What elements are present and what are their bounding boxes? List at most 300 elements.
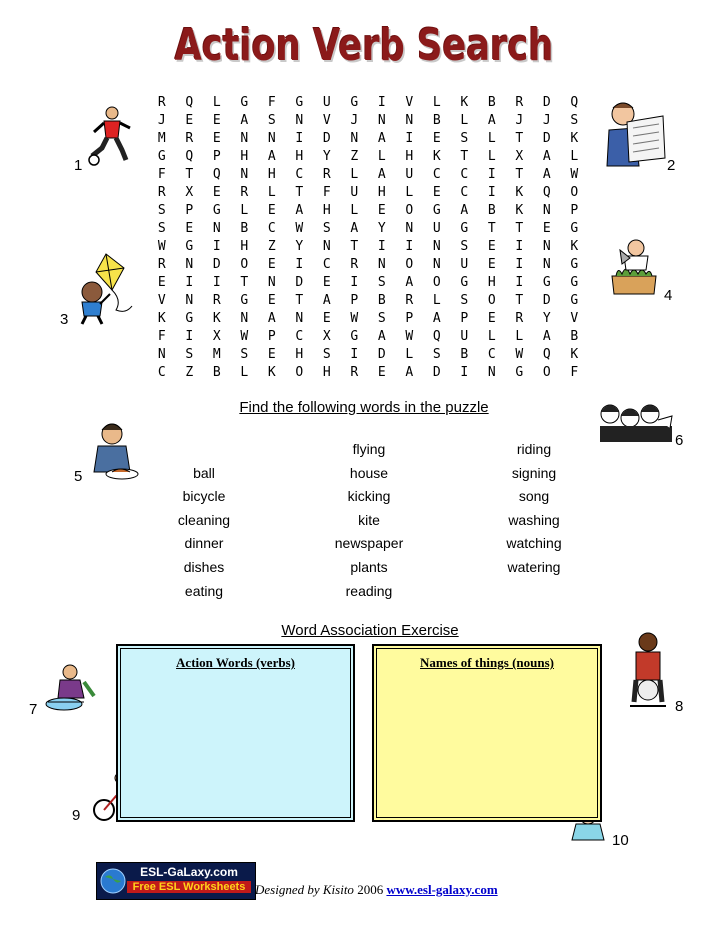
picture-number-9: 9 xyxy=(72,807,81,824)
grid-letter: A xyxy=(377,131,386,146)
grid-letter: D xyxy=(432,365,441,380)
word-list-item: flying xyxy=(352,441,386,457)
grid-letter: R xyxy=(405,293,414,308)
grid-letter: S xyxy=(570,113,579,128)
grid-letter: N xyxy=(295,311,304,326)
grid-letter: S xyxy=(240,347,249,362)
grid-letter: B xyxy=(377,293,386,308)
grid-letter: A xyxy=(350,221,359,236)
grid-letter: R xyxy=(350,365,359,380)
nouns-answer-box[interactable] xyxy=(372,644,602,822)
grid-letter: D xyxy=(542,131,551,146)
word-list-item: dishes xyxy=(183,558,225,575)
grid-letter: E xyxy=(267,293,276,308)
grid-letter: S xyxy=(267,113,276,128)
word-list-item: washing xyxy=(508,511,560,528)
grid-row xyxy=(148,256,588,274)
grid-letter: Y xyxy=(377,221,386,236)
grid-row xyxy=(148,238,588,256)
grid-letter: B xyxy=(487,95,496,110)
grid-letter: T xyxy=(240,275,249,290)
picture-number-1: 1 xyxy=(74,157,83,174)
grid-letter: E xyxy=(322,275,331,290)
grid-row xyxy=(148,292,588,310)
grid-letter: F xyxy=(157,167,166,182)
grid-letter: V xyxy=(322,113,331,128)
grid-letter: L xyxy=(377,149,386,164)
page-title: Action Verb Search xyxy=(174,20,554,71)
word-list-item xyxy=(464,580,604,604)
grid-letter: A xyxy=(267,149,276,164)
grid-letter: R xyxy=(515,95,524,110)
grid-letter: C xyxy=(460,167,469,182)
grid-row xyxy=(148,220,588,238)
grid-letter: K xyxy=(432,149,441,164)
grid-row xyxy=(148,94,588,112)
grid-letter: H xyxy=(240,149,249,164)
grid-letter: L xyxy=(240,203,249,218)
verbs-box-heading: Action Words (verbs) xyxy=(176,655,295,670)
grid-letter: I xyxy=(487,185,496,200)
instructions-heading: Find the following words in the puzzle xyxy=(239,399,489,416)
grid-letter: A xyxy=(432,311,441,326)
grid-letter: W xyxy=(295,221,304,236)
grid-letter: G xyxy=(432,203,441,218)
eating-dinner-picture xyxy=(86,420,140,482)
grid-letter: L xyxy=(240,365,249,380)
grid-letter: N xyxy=(267,131,276,146)
grid-letter: P xyxy=(350,293,359,308)
grid-letter: N xyxy=(542,257,551,272)
grid-letter: T xyxy=(460,149,469,164)
grid-letter: N xyxy=(432,257,441,272)
grid-letter: G xyxy=(157,149,166,164)
word-list-item: kite xyxy=(358,511,380,528)
grid-letter: H xyxy=(487,275,496,290)
grid-letter: H xyxy=(322,365,331,380)
grid-letter: Q xyxy=(185,95,194,110)
grid-letter: K xyxy=(460,95,469,110)
grid-letter: I xyxy=(185,275,194,290)
grid-letter: T xyxy=(295,185,304,200)
grid-letter: W xyxy=(405,329,414,344)
grid-letter: Q xyxy=(185,149,194,164)
grid-letter: G xyxy=(570,275,579,290)
grid-letter: H xyxy=(322,203,331,218)
word-list-item: dinner xyxy=(184,535,224,552)
word-list-item: watching xyxy=(506,535,562,552)
grid-letter: E xyxy=(267,347,276,362)
grid-letter: A xyxy=(322,293,331,308)
word-list-column-2 xyxy=(299,438,439,603)
grid-row xyxy=(148,112,588,130)
grid-letter: U xyxy=(460,257,469,272)
newspaper-reader-picture xyxy=(605,100,667,170)
grid-letter: E xyxy=(487,239,496,254)
grid-letter: W xyxy=(570,167,579,182)
grid-letter: O xyxy=(542,365,551,380)
grid-letter: Q xyxy=(542,347,551,362)
grid-letter: U xyxy=(405,167,414,182)
grid-letter: P xyxy=(212,149,221,164)
grid-letter: F xyxy=(322,185,331,200)
grid-letter: E xyxy=(267,203,276,218)
grid-letter: A xyxy=(295,203,304,218)
grid-letter: H xyxy=(405,149,414,164)
grid-letter: L xyxy=(432,95,441,110)
grid-letter: F xyxy=(570,365,579,380)
grid-letter: L xyxy=(432,293,441,308)
word-list-item: kicking xyxy=(347,488,391,505)
grid-letter: L xyxy=(515,329,524,344)
grid-letter: X xyxy=(515,149,524,164)
grid-letter: Z xyxy=(267,239,276,254)
grid-letter: L xyxy=(267,185,276,200)
grid-letter: N xyxy=(157,347,166,362)
grid-letter: G xyxy=(460,275,469,290)
grid-letter: I xyxy=(377,239,386,254)
grid-letter: G xyxy=(185,239,194,254)
association-heading: Word Association Exercise xyxy=(281,622,459,639)
grid-letter: E xyxy=(157,275,166,290)
grid-letter: Y xyxy=(295,239,304,254)
grid-letter: Z xyxy=(185,365,194,380)
grid-letter: S xyxy=(460,239,469,254)
grid-letter: O xyxy=(432,275,441,290)
grid-letter: A xyxy=(405,365,414,380)
word-list-item: bicycle xyxy=(182,488,226,505)
grid-letter: I xyxy=(515,257,524,272)
grid-letter: H xyxy=(377,185,386,200)
grid-letter: B xyxy=(460,347,469,362)
word-list-item: newspaper xyxy=(334,535,404,552)
watering-plants-picture xyxy=(600,236,666,300)
grid-letter: T xyxy=(487,221,496,236)
grid-letter: N xyxy=(185,257,194,272)
grid-letter: H xyxy=(240,239,249,254)
globe-icon xyxy=(99,867,127,895)
picture-number-4: 4 xyxy=(664,287,673,304)
grid-letter: R xyxy=(240,185,249,200)
grid-letter: I xyxy=(212,275,221,290)
grid-letter: T xyxy=(515,293,524,308)
esl-galaxy-logo[interactable]: ESL-GaLaxy.com Free ESL Worksheets xyxy=(96,862,256,900)
grid-letter: E xyxy=(432,185,441,200)
grid-letter: L xyxy=(405,185,414,200)
grid-letter: E xyxy=(377,203,386,218)
grid-row xyxy=(148,274,588,292)
grid-letter: I xyxy=(515,275,524,290)
grid-letter: T xyxy=(515,167,524,182)
picture-number-7: 7 xyxy=(29,701,38,718)
grid-letter: I xyxy=(295,257,304,272)
grid-letter: N xyxy=(322,239,331,254)
grid-letter: W xyxy=(240,329,249,344)
grid-letter: R xyxy=(185,131,194,146)
picture-number-5: 5 xyxy=(74,468,83,485)
grid-letter: S xyxy=(377,311,386,326)
grid-letter: T xyxy=(515,221,524,236)
grid-letter: L xyxy=(487,329,496,344)
verbs-answer-box[interactable] xyxy=(116,644,355,822)
grid-letter: N xyxy=(350,131,359,146)
grid-letter: Q xyxy=(212,167,221,182)
grid-letter: G xyxy=(295,95,304,110)
grid-letter: G xyxy=(240,293,249,308)
grid-row xyxy=(148,130,588,148)
grid-letter: A xyxy=(405,275,414,290)
grid-letter: L xyxy=(487,131,496,146)
grid-letter: K xyxy=(570,131,579,146)
grid-letter: Q xyxy=(542,185,551,200)
grid-letter: G xyxy=(240,95,249,110)
picture-number-3: 3 xyxy=(60,311,69,328)
grid-letter: N xyxy=(542,203,551,218)
grid-letter: I xyxy=(515,239,524,254)
grid-letter: L xyxy=(570,149,579,164)
picture-number-8: 8 xyxy=(675,698,684,715)
grid-letter: G xyxy=(350,329,359,344)
grid-letter: A xyxy=(542,167,551,182)
grid-letter: F xyxy=(157,329,166,344)
grid-letter: N xyxy=(212,221,221,236)
grid-letter: D xyxy=(322,131,331,146)
grid-letter: T xyxy=(185,167,194,182)
grid-letter: N xyxy=(377,257,386,272)
grid-letter: L xyxy=(405,347,414,362)
word-list-item: signing xyxy=(511,464,557,481)
grid-letter: S xyxy=(322,221,331,236)
grid-letter: P xyxy=(460,311,469,326)
grid-letter: E xyxy=(212,185,221,200)
grid-letter: E xyxy=(185,221,194,236)
soccer-player-picture xyxy=(86,104,134,166)
grid-letter: G xyxy=(542,275,551,290)
grid-letter: E xyxy=(432,131,441,146)
grid-letter: W xyxy=(157,239,166,254)
word-list-item: cleaning xyxy=(177,511,231,528)
picture-number-6: 6 xyxy=(675,432,684,449)
grid-letter: B xyxy=(240,221,249,236)
grid-letter: M xyxy=(157,131,166,146)
grid-letter: V xyxy=(405,95,414,110)
grid-letter: N xyxy=(185,293,194,308)
picture-number-2: 2 xyxy=(667,157,676,174)
grid-letter: E xyxy=(542,221,551,236)
grid-letter: E xyxy=(212,113,221,128)
grid-letter: E xyxy=(487,311,496,326)
grid-letter: D xyxy=(542,95,551,110)
grid-letter: O xyxy=(405,257,414,272)
grid-letter: K xyxy=(570,347,579,362)
grid-letter: C xyxy=(157,365,166,380)
grid-letter: N xyxy=(295,113,304,128)
grid-letter: J xyxy=(515,113,524,128)
word-search-grid xyxy=(148,94,588,382)
grid-letter: J xyxy=(157,113,166,128)
grid-row xyxy=(148,202,588,220)
grid-letter: R xyxy=(212,293,221,308)
grid-letter: X xyxy=(185,185,194,200)
grid-letter: K xyxy=(570,239,579,254)
grid-letter: S xyxy=(185,347,194,362)
grid-letter: S xyxy=(432,347,441,362)
grid-letter: C xyxy=(267,221,276,236)
grid-letter: W xyxy=(350,311,359,326)
grid-letter: I xyxy=(405,131,414,146)
grid-row xyxy=(148,166,588,184)
grid-letter: O xyxy=(295,365,304,380)
grid-letter: G xyxy=(185,311,194,326)
grid-letter: H xyxy=(267,167,276,182)
grid-letter: A xyxy=(377,329,386,344)
grid-letter: I xyxy=(350,275,359,290)
word-list-column-3 xyxy=(464,438,604,603)
grid-row xyxy=(148,346,588,364)
grid-letter: D xyxy=(377,347,386,362)
grid-letter: N xyxy=(377,113,386,128)
esl-galaxy-link[interactable]: www.esl-galaxy.com xyxy=(386,882,498,897)
grid-letter: N xyxy=(432,239,441,254)
grid-letter: E xyxy=(267,257,276,272)
grid-letter: R xyxy=(350,257,359,272)
grid-letter: P xyxy=(570,203,579,218)
grid-letter: K xyxy=(212,311,221,326)
grid-row xyxy=(148,364,588,382)
kite-child-picture xyxy=(70,250,140,326)
grid-letter: K xyxy=(515,185,524,200)
grid-letter: T xyxy=(350,239,359,254)
grid-letter: I xyxy=(377,95,386,110)
grid-letter: E xyxy=(212,131,221,146)
grid-letter: G xyxy=(570,293,579,308)
grid-letter: P xyxy=(267,329,276,344)
grid-letter: I xyxy=(295,131,304,146)
grid-letter: N xyxy=(487,365,496,380)
grid-letter: N xyxy=(405,113,414,128)
grid-letter: H xyxy=(295,149,304,164)
grid-letter: A xyxy=(542,329,551,344)
grid-letter: O xyxy=(570,185,579,200)
grid-letter: W xyxy=(515,347,524,362)
grid-letter: C xyxy=(487,347,496,362)
word-list-item: riding xyxy=(516,441,552,457)
grid-letter: Q xyxy=(432,329,441,344)
grid-letter: G xyxy=(460,221,469,236)
grid-letter: T xyxy=(515,131,524,146)
grid-letter: I xyxy=(487,167,496,182)
grid-letter: C xyxy=(322,257,331,272)
grid-letter: L xyxy=(212,95,221,110)
picture-number-10: 10 xyxy=(612,832,629,849)
grid-letter: X xyxy=(322,329,331,344)
grid-letter: B xyxy=(212,365,221,380)
word-list-item: eating xyxy=(184,582,224,599)
grid-letter: C xyxy=(295,167,304,182)
word-list-item: ball xyxy=(193,464,215,481)
grid-letter: J xyxy=(350,113,359,128)
grid-letter: K xyxy=(267,365,276,380)
grid-letter: K xyxy=(515,203,524,218)
grid-letter: T xyxy=(295,293,304,308)
grid-letter: R xyxy=(322,167,331,182)
grid-letter: A xyxy=(487,113,496,128)
word-list-column-1 xyxy=(134,438,274,603)
grid-letter: L xyxy=(350,203,359,218)
grid-letter: Z xyxy=(350,149,359,164)
grid-letter: S xyxy=(157,203,166,218)
grid-letter: N xyxy=(267,275,276,290)
grid-letter: R xyxy=(157,95,166,110)
grid-letter: D xyxy=(542,293,551,308)
grid-letter: N xyxy=(240,131,249,146)
grid-letter: R xyxy=(157,257,166,272)
grid-letter: S xyxy=(322,347,331,362)
grid-letter: L xyxy=(487,149,496,164)
grid-letter: B xyxy=(570,329,579,344)
grid-row xyxy=(148,148,588,166)
grid-letter: S xyxy=(377,275,386,290)
grid-row xyxy=(148,310,588,328)
grid-letter: H xyxy=(295,347,304,362)
grid-letter: C xyxy=(432,167,441,182)
grid-letter: I xyxy=(405,239,414,254)
grid-letter: I xyxy=(212,239,221,254)
grid-letter: V xyxy=(157,293,166,308)
grid-letter: V xyxy=(570,311,579,326)
bouncing-ball-picture xyxy=(618,630,678,712)
grid-letter: Y xyxy=(542,311,551,326)
grid-letter: R xyxy=(157,185,166,200)
grid-letter: A xyxy=(542,149,551,164)
grid-letter: L xyxy=(350,167,359,182)
footer-credit: Designed by Kisito 2006 www.esl-galaxy.com xyxy=(255,882,498,897)
grid-letter: F xyxy=(267,95,276,110)
grid-letter: S xyxy=(157,221,166,236)
grid-letter: G xyxy=(570,221,579,236)
grid-letter: N xyxy=(405,221,414,236)
grid-letter: O xyxy=(240,257,249,272)
grid-letter: E xyxy=(487,257,496,272)
nouns-box-heading: Names of things (nouns) xyxy=(420,655,554,670)
grid-letter: E xyxy=(185,113,194,128)
grid-letter: C xyxy=(295,329,304,344)
grid-letter: A xyxy=(240,113,249,128)
grid-letter: I xyxy=(350,347,359,362)
grid-letter: A xyxy=(377,167,386,182)
grid-letter: A xyxy=(460,203,469,218)
grid-letter: O xyxy=(405,203,414,218)
word-list-item: plants xyxy=(350,558,388,575)
grid-letter: G xyxy=(350,95,359,110)
grid-letter: N xyxy=(240,311,249,326)
grid-letter: Q xyxy=(570,95,579,110)
grid-letter: C xyxy=(460,185,469,200)
word-list-item: watering xyxy=(507,558,561,575)
grid-letter: E xyxy=(322,311,331,326)
washing-dishes-picture xyxy=(40,662,98,714)
grid-letter: L xyxy=(460,113,469,128)
grid-letter: S xyxy=(460,131,469,146)
word-list-item: reading xyxy=(345,582,393,599)
grid-letter: X xyxy=(212,329,221,344)
grid-letter: I xyxy=(185,329,194,344)
grid-letter: G xyxy=(515,365,524,380)
grid-letter: G xyxy=(212,203,221,218)
grid-letter: U xyxy=(322,95,331,110)
grid-letter: P xyxy=(405,311,414,326)
grid-letter: R xyxy=(515,311,524,326)
